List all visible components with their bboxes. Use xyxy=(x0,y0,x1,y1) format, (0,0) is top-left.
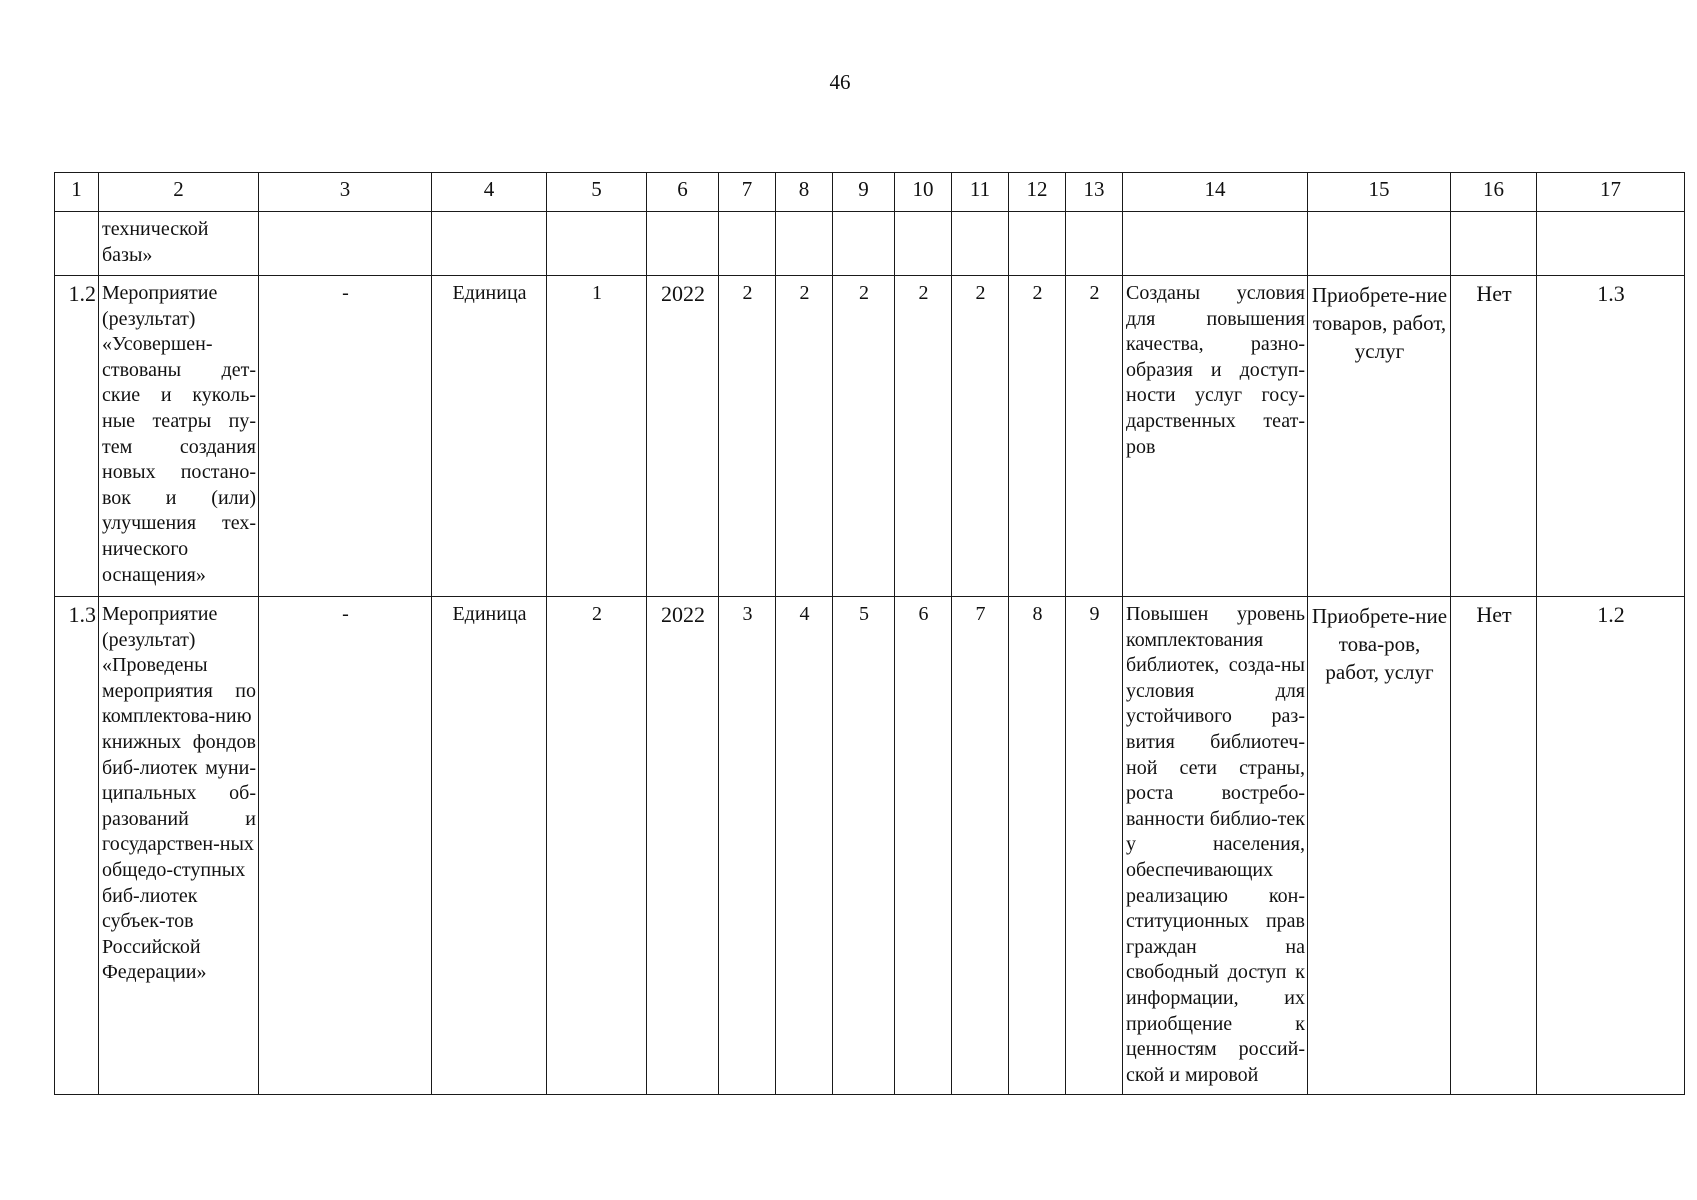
sign-cell xyxy=(1451,212,1537,276)
row-number xyxy=(55,212,99,276)
base-value-cell: 2 xyxy=(547,597,647,1095)
result-description: Созданы условия для повышения качества, разно-образия и доступ-ности услуг госу-дарственных теат-ров xyxy=(1123,276,1308,597)
value-cell: 9 xyxy=(1066,597,1123,1095)
activity-type xyxy=(1308,212,1451,276)
value-cell: 6 xyxy=(895,597,952,1095)
row-number: 1.3 xyxy=(55,597,99,1095)
column-header: 16 xyxy=(1451,173,1537,212)
unit-cell: Единица xyxy=(432,276,547,597)
result-description: Повышен уровень комплектования библиотек, созда-ны условия для устойчивого раз-вития библиотеч-ной сети страны, роста востребо-ванности библио-тек у населения, обеспечивающих реализацию кон-ституционных прав граждан на свободный доступ к информации, их приобщение к ценностям россий-ской и мировой xyxy=(1123,597,1308,1095)
activity-type: Приобрете-ние това-ров, работ, услуг xyxy=(1308,597,1451,1095)
column-header: 1 xyxy=(55,173,99,212)
activity-name: Мероприятие (результат) «Проведены мероприятия по комплектова-нию книжных фондов биб-лиотек муни-ципальных об-разований и государствен-ных общедо-ступных биб-лиотек субъек-тов Российской Федерации» xyxy=(99,597,259,1095)
cell-col3: - xyxy=(259,276,432,597)
value-cell xyxy=(833,212,895,276)
column-header: 4 xyxy=(432,173,547,212)
value-cell xyxy=(1009,212,1066,276)
value-cell: 2 xyxy=(952,276,1009,597)
cell-col3 xyxy=(259,212,432,276)
value-cell: 2 xyxy=(1066,276,1123,597)
value-cell xyxy=(719,212,776,276)
column-header: 17 xyxy=(1537,173,1685,212)
result-description xyxy=(1123,212,1308,276)
link-cell: 1.3 xyxy=(1537,276,1685,597)
column-header: 11 xyxy=(952,173,1009,212)
table-row xyxy=(55,212,1685,276)
value-cell: 3 xyxy=(719,597,776,1095)
column-header: 8 xyxy=(776,173,833,212)
value-cell: 2 xyxy=(719,276,776,597)
activities-table xyxy=(54,172,1685,1095)
value-cell xyxy=(952,212,1009,276)
year-cell: 2022 xyxy=(647,276,719,597)
value-cell: 2 xyxy=(776,276,833,597)
value-cell: 4 xyxy=(776,597,833,1095)
base-value-cell: 1 xyxy=(547,276,647,597)
page-number: 46 xyxy=(829,70,851,94)
year-cell: 2022 xyxy=(647,597,719,1095)
unit-cell: Единица xyxy=(432,597,547,1095)
value-cell xyxy=(895,212,952,276)
column-header: 13 xyxy=(1066,173,1123,212)
cell-col3: - xyxy=(259,597,432,1095)
activity-type: Приобрете-ние товаров, работ, услуг xyxy=(1308,276,1451,597)
value-cell xyxy=(1066,212,1123,276)
base-value-cell xyxy=(547,212,647,276)
activity-name: технической базы» xyxy=(99,212,259,276)
column-header: 9 xyxy=(833,173,895,212)
column-number-row xyxy=(55,173,1685,212)
column-header: 12 xyxy=(1009,173,1066,212)
row-number: 1.2 xyxy=(55,276,99,597)
sign-cell: Нет xyxy=(1451,276,1537,597)
value-cell: 2 xyxy=(895,276,952,597)
link-cell: 1.2 xyxy=(1537,597,1685,1095)
table-row xyxy=(55,276,1685,597)
value-cell: 2 xyxy=(833,276,895,597)
column-header: 5 xyxy=(547,173,647,212)
column-header: 10 xyxy=(895,173,952,212)
link-cell xyxy=(1537,212,1685,276)
column-header: 2 xyxy=(99,173,259,212)
unit-cell xyxy=(432,212,547,276)
value-cell: 5 xyxy=(833,597,895,1095)
column-header: 14 xyxy=(1123,173,1308,212)
value-cell: 7 xyxy=(952,597,1009,1095)
value-cell: 8 xyxy=(1009,597,1066,1095)
table-row xyxy=(55,597,1685,1095)
sign-cell: Нет xyxy=(1451,597,1537,1095)
column-header: 15 xyxy=(1308,173,1451,212)
column-header: 3 xyxy=(259,173,432,212)
value-cell xyxy=(776,212,833,276)
column-header: 7 xyxy=(719,173,776,212)
year-cell xyxy=(647,212,719,276)
column-header: 6 xyxy=(647,173,719,212)
activity-name: Мероприятие (результат) «Усовершен-ствованы дет-ские и куколь-ные театры пу-тем создания новых постано-вок и (или) улучшения тех-нического оснащения» xyxy=(99,276,259,597)
value-cell: 2 xyxy=(1009,276,1066,597)
